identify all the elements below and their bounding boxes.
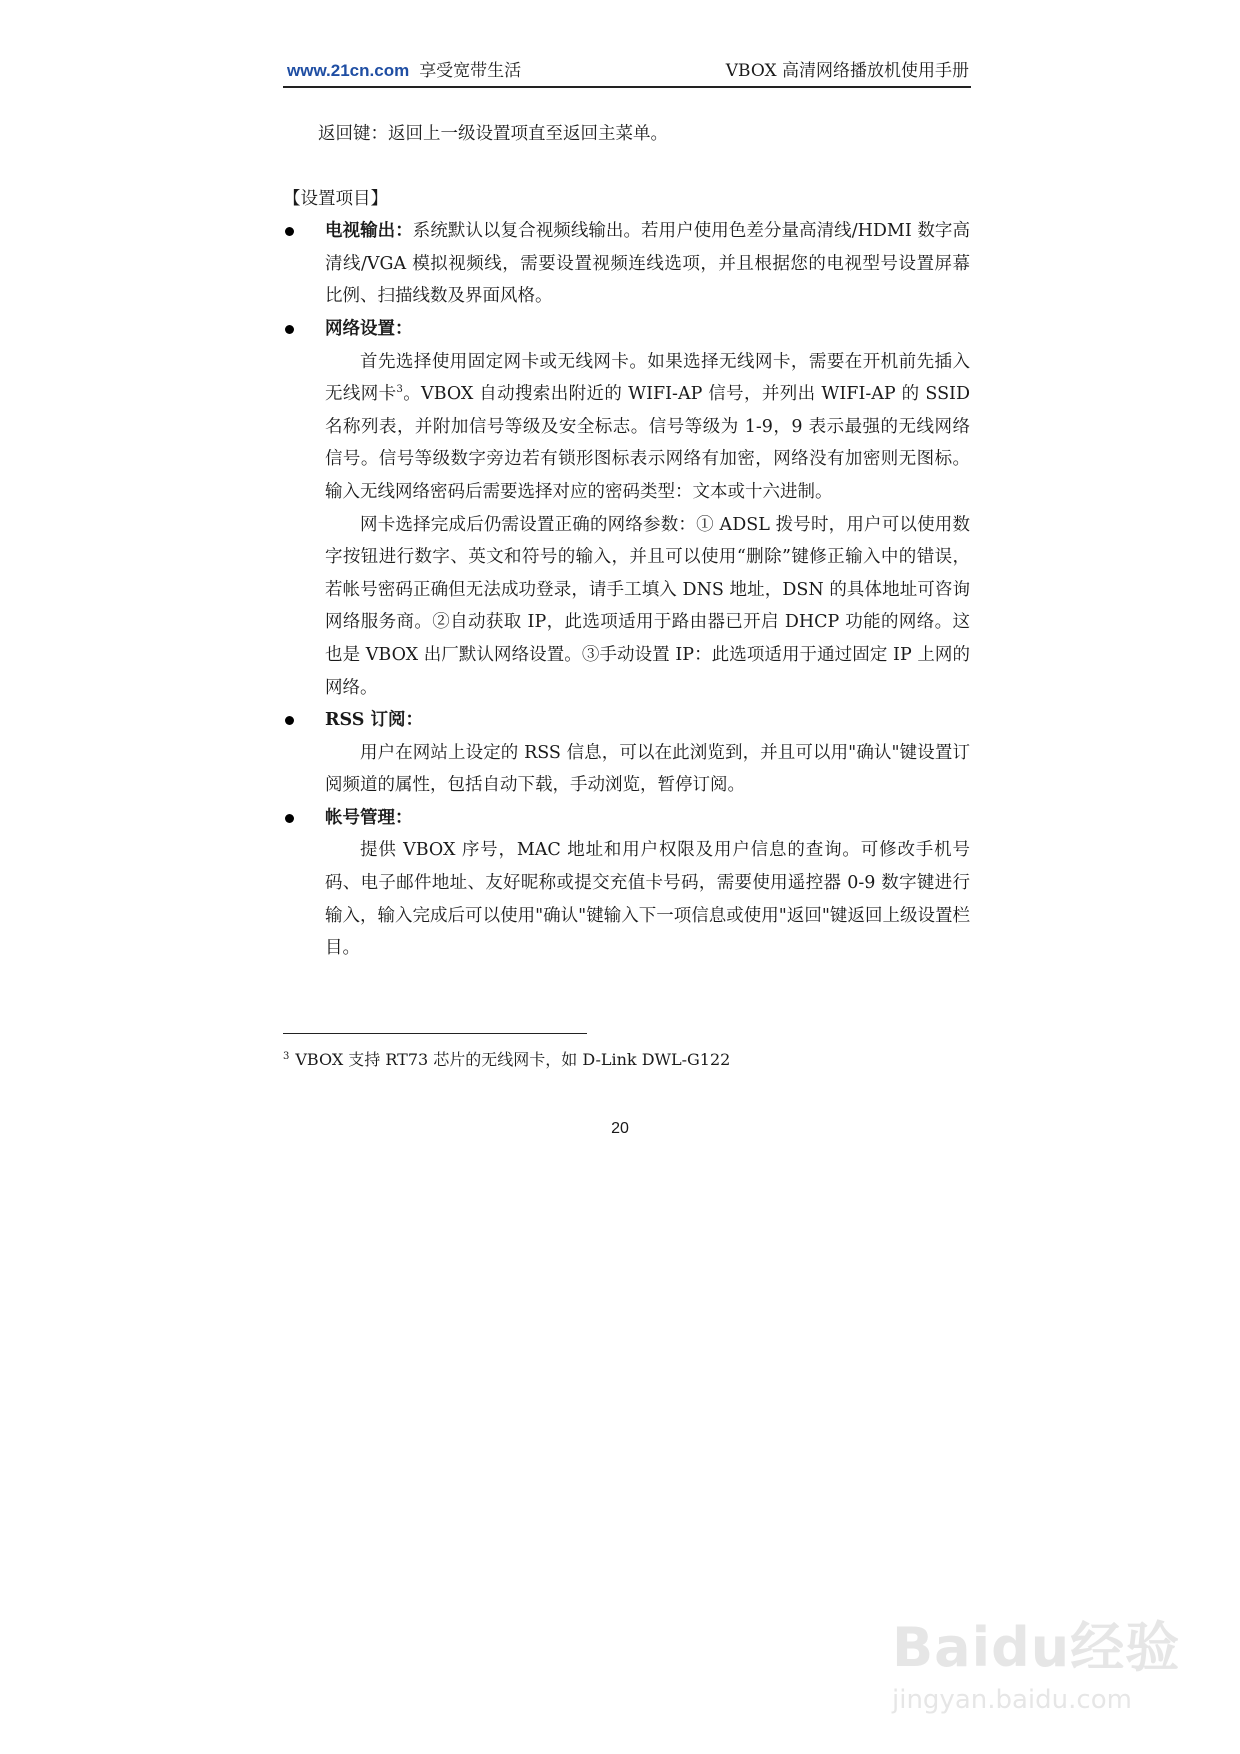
footnote-text: VBOX 支持 RT73 芯片的无线网卡，如 D-Link DWL-G122 [295, 1050, 731, 1069]
list-item-tv-output [283, 215, 970, 313]
header-left [287, 60, 521, 82]
bullet-icon [285, 716, 294, 725]
page-content [283, 118, 970, 965]
footnote-divider [283, 1033, 587, 1034]
baidu-watermark [882, 1595, 1182, 1730]
footnote-marker: 3 [283, 1050, 290, 1062]
paragraph: 用户在网站上设定的 RSS 信息，可以在此浏览到，并且可以用"确认"键设置订阅频道的属性，包括自动下载，手动浏览，暂停订阅。 [325, 742, 970, 796]
footnote [283, 1049, 730, 1071]
page-number: 20 [611, 1120, 629, 1137]
paragraph: 网卡选择完成后仍需设置正确的网络参数：① ADSL 拨号时，用户可以使用数字按钮进行数字、英文和符号的输入，并且可以使用“删除”键修正输入中的错误，若帐号密码正确但无法成功登录，请手工填入 DNS 地址，DSN 的具体地址可咨询网络服务商。②自动获取 IP，此选项适用于路由器已开启 DHCP 功能的网络。这也是 VBOX 出厂默认网络设置。③手动设置 IP：此选项适用于通过固定 IP 上网的网络。 [325, 514, 970, 698]
item-label: 电视输出： [325, 221, 413, 242]
watermark-brand: Baidu经验 [892, 1616, 1181, 1679]
network-settings-body [283, 346, 970, 705]
paragraph-text: 。VBOX 自动搜索出附近的 WIFI-AP 信号，并列出 WIFI-AP 的 SSID 名称列表，并附加信号等级及安全标志。信号等级为 1-9，9 表示最强的无线网络信号。信号等级数字旁边若有锁形图标表示网络有加密，网络没有加密则无图标。输入无线网络密码后需要选择对应的密码类型：文本或十六进制。 [325, 384, 971, 502]
site-slogan: 享受宽带生活 [419, 61, 522, 81]
item-text: 系统默认以复合视频线输出。若用户使用色差分量高清线/HDMI 数字高清线/VGA 模拟视频线，需要设置视频连线选项，并且根据您的电视型号设置屏幕比例、扫描线数及界面风格。 [325, 221, 970, 307]
page-header [283, 60, 971, 88]
site-url-link[interactable]: www.21cn.com [287, 61, 410, 80]
account-body [283, 834, 970, 964]
list-item-rss [283, 704, 970, 737]
bullet-icon [285, 227, 294, 236]
item-label: 帐号管理： [325, 807, 413, 828]
back-key-description: 返回键：返回上一级设置项直至返回主菜单。 [318, 124, 668, 144]
list-item-account [283, 802, 970, 835]
footnote-ref[interactable]: 3 [396, 384, 403, 396]
paragraph-text: 首先选择使用固定网卡或无线网卡。如果选择无线网卡，需要在开机前先插入无线网卡 [325, 351, 970, 405]
rss-body [283, 737, 970, 802]
bullet-icon [285, 814, 294, 823]
paragraph [325, 346, 970, 509]
item-label: RSS 订阅： [325, 710, 424, 731]
section-title: 【设置项目】 [283, 188, 388, 209]
manual-title: VBOX 高清网络播放机使用手册 [725, 61, 969, 81]
paragraph: 提供 VBOX 序号，MAC 地址和用户权限及用户信息的查询。可修改手机号码、电子邮件地址、友好昵称或提交充值卡号码，需要使用遥控器 0-9 数字键进行输入，输入完成后可以使用"确认"键输入下一项信息或使用"返回"键返回上级设置栏目。 [325, 840, 970, 959]
item-label: 网络设置： [325, 318, 413, 339]
watermark-url: jingyan.baidu.com [892, 1685, 1132, 1715]
list-item-network-settings [283, 313, 970, 346]
bullet-icon [285, 325, 294, 334]
